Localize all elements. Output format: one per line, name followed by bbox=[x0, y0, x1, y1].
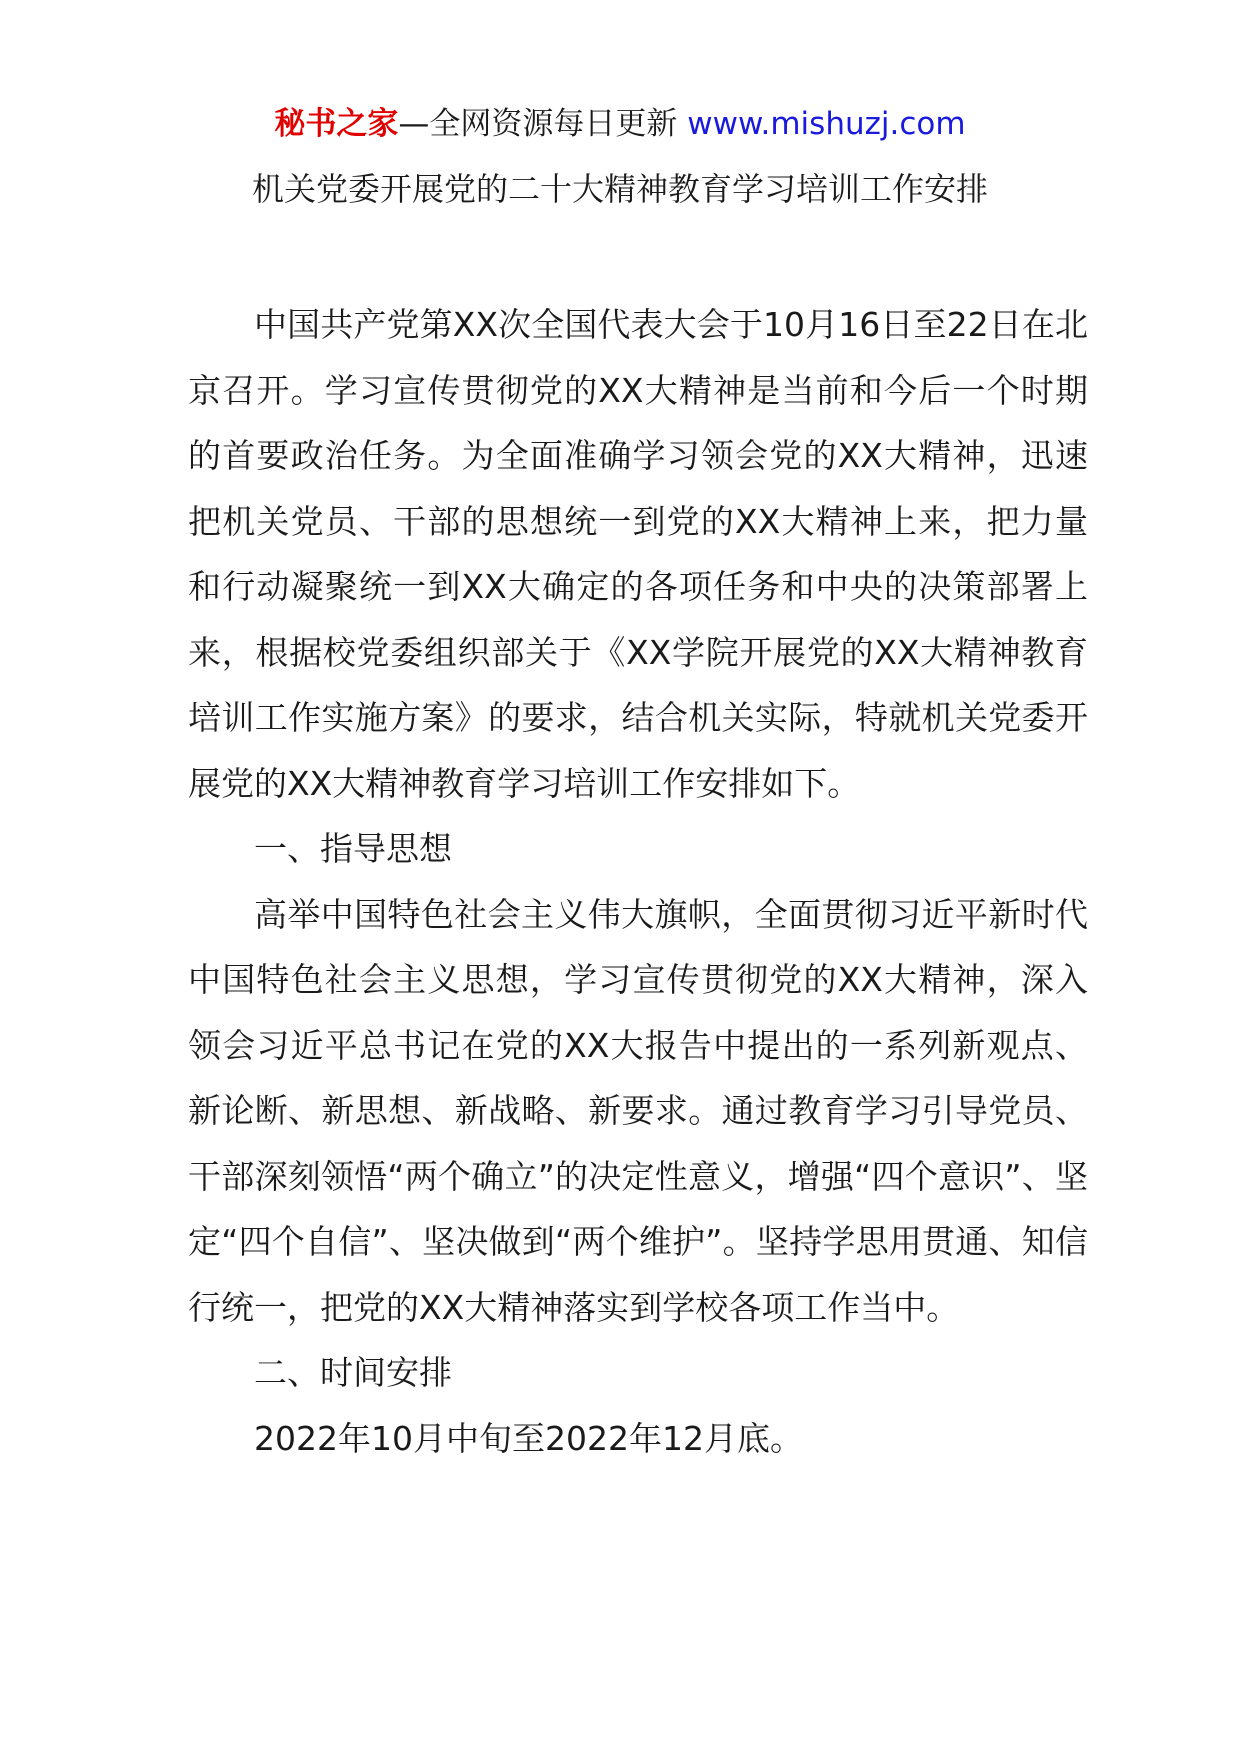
intro-paragraph: 中国共产党第XX次全国代表大会于10月16日至22日在北京召开。学习宣传贯彻党的XX大精神是当前和今后一个时期的首要政治任务。为全面准确学习领会党的XX大精神，迅速把机关党员、干部的思想统一到党的XX大精神上来，把力量和行动凝聚统一到XX大确定的各项任务和中央的决策部署上来，根据校党委组织部关于《XX学院开展党的XX大精神教育培训工作实施方案》的要求，结合机关实际，特就机关党委开展党的XX大精神教育学习培训工作安排如下。 bbox=[188, 305, 1088, 803]
site-url-link[interactable]: www.mishuzj.com bbox=[687, 106, 966, 142]
document-body bbox=[188, 292, 1088, 1471]
guiding-ideology-paragraph: 高举中国特色社会主义伟大旗帜，全面贯彻习近平新时代中国特色社会主义思想，学习宣传贯彻党的XX大精神，深入领会习近平总书记在党的XX大报告中提出的一系列新观点、新论断、新思想、新战略、新要求。通过教育学习引导党员、干部深刻领悟“两个确立”的决定性意义，增强“四个意识”、坚定“四个自信”、坚决做到“两个维护”。坚持学思用贯通、知信行统一，把党的XX大精神落实到学校各项工作当中。 bbox=[188, 894, 1088, 1327]
site-slogan: —全网资源每日更新 bbox=[398, 106, 688, 142]
site-header bbox=[0, 100, 1240, 148]
section-heading-guiding-ideology: 一、指导思想 bbox=[254, 829, 452, 868]
document-title: 机关党委开展党的二十大精神教育学习培训工作安排 bbox=[251, 170, 988, 208]
brand-name: 秘书之家 bbox=[274, 106, 399, 142]
section-heading-schedule: 二、时间安排 bbox=[254, 1353, 452, 1392]
schedule-paragraph: 2022年10月中旬至2022年12月底。 bbox=[254, 1418, 803, 1458]
